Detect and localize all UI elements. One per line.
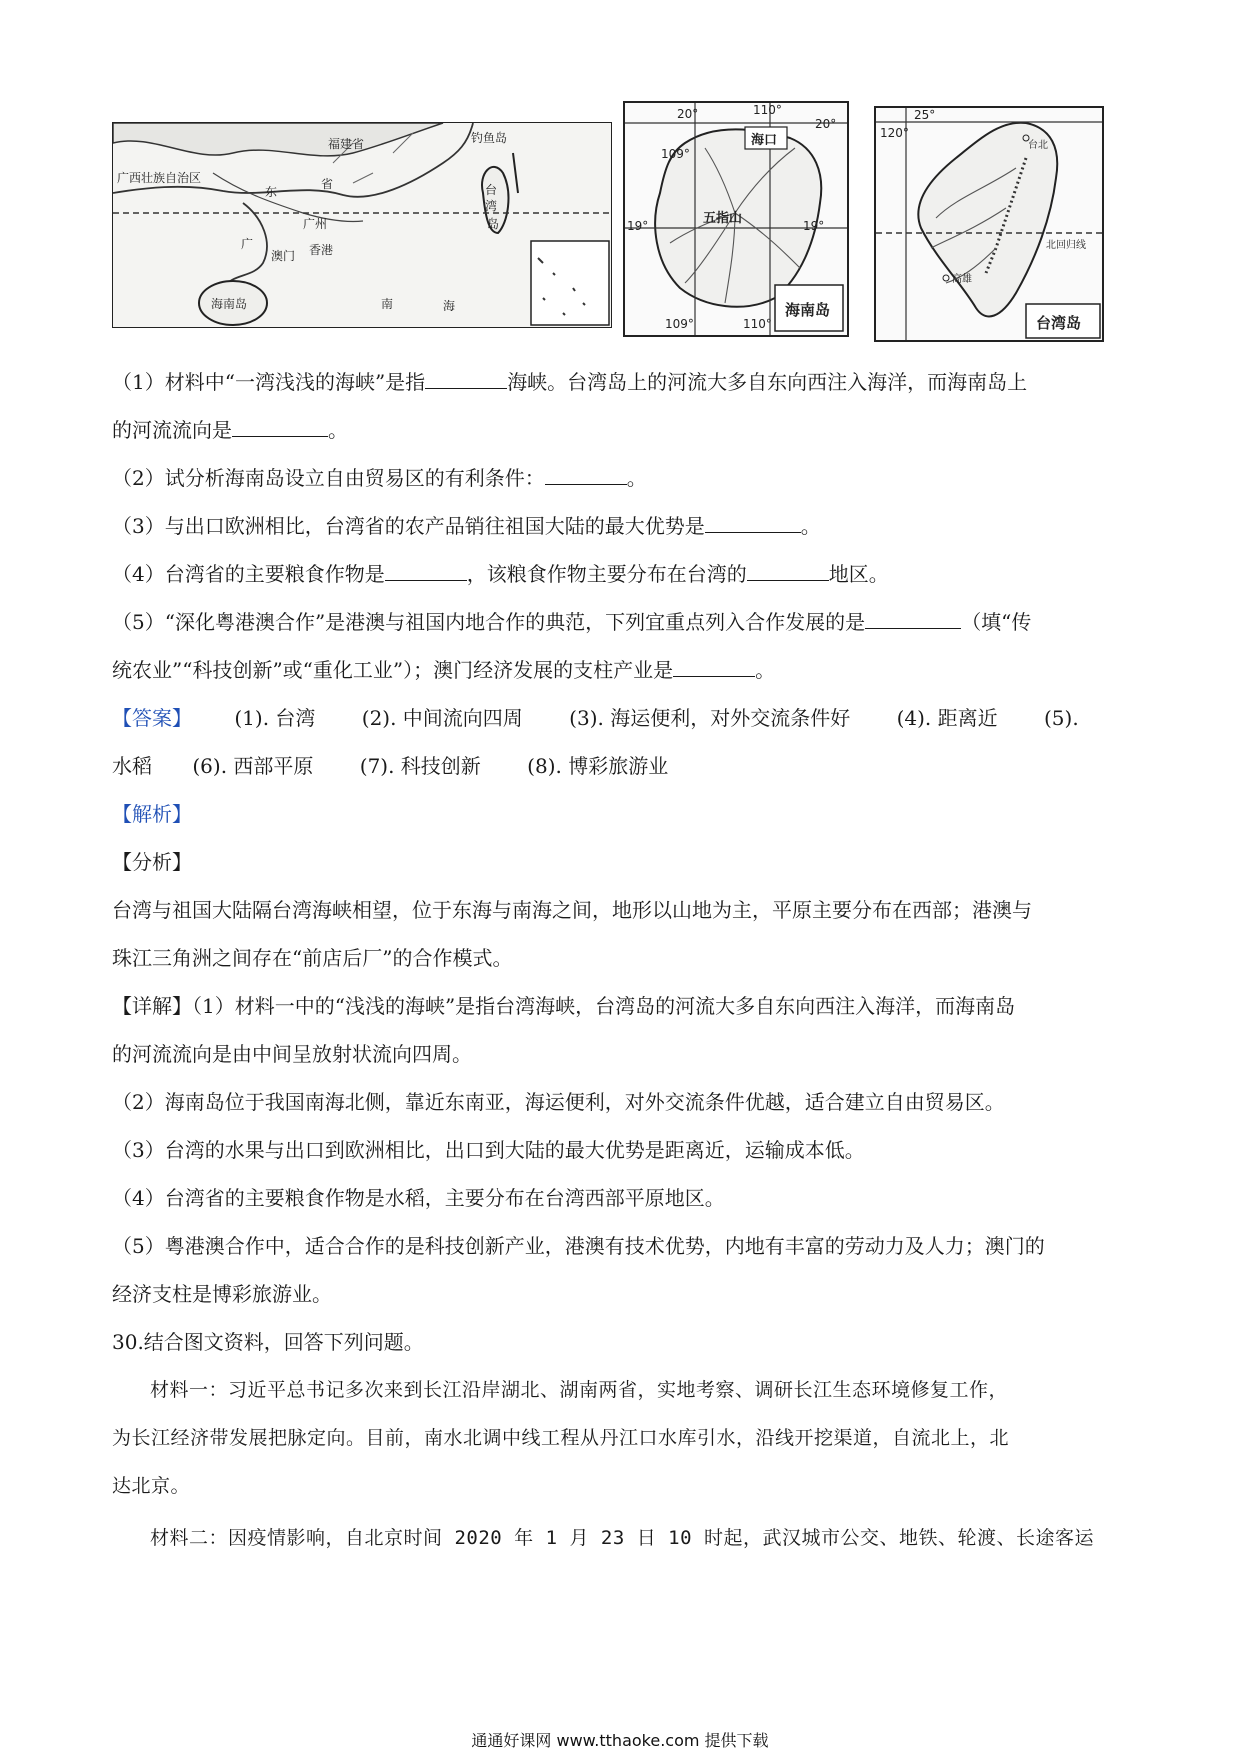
answer-item-8: (8). 博彩旅游业 (527, 754, 669, 778)
analysis-sub-tag: 【分析】 (112, 850, 192, 874)
answer-line-1 (112, 694, 1128, 742)
question-4-line (112, 550, 1128, 598)
q1-text-c: 的河流流向是 (112, 418, 232, 442)
q1-blank-1 (425, 364, 507, 389)
hainan-label-lon109b: 109° (665, 317, 694, 331)
q3-text-a: （3）与出口欧洲相比，台湾省的农产品销往祖国大陆的最大优势是 (112, 514, 705, 538)
answer-item-1: (1). 台湾 (234, 706, 316, 730)
question-3-line (112, 502, 1128, 550)
taiwan-map (874, 106, 1104, 342)
hainan-label-lat20b: 20° (815, 117, 837, 131)
analysis-sub-line (112, 838, 1128, 886)
detail-line-4: （3）台湾的水果与出口到欧洲相比，出口到大陆的最大优势是距离近，运输成本低。 (112, 1138, 865, 1162)
answer-item-7: (7). 科技创新 (359, 754, 481, 778)
q4-text-a: （4）台湾省的主要粮食作物是 (112, 562, 385, 586)
map-label-hai: 海 (443, 299, 456, 313)
q3-text-b: 。 (800, 514, 821, 538)
question-5-line-2 (112, 646, 1128, 694)
taiwan-label-lat25: 25° (914, 108, 936, 122)
question-1-line-2 (112, 406, 1128, 454)
q5-text-c: 统农业”“科技创新”或“重化工业”）；澳门经济发展的支柱产业是 (112, 658, 674, 682)
map-label-guang: 广 (241, 237, 254, 251)
detail-line-7: 经济支柱是博彩旅游业。 (112, 1282, 332, 1306)
map-label-guangzhou: 广州 (303, 217, 328, 231)
answer-line-2 (112, 742, 1128, 790)
q2-text-a: （2）试分析海南岛设立自由贸易区的有利条件： (112, 466, 545, 490)
taiwan-label-lon120: 120° (880, 126, 909, 140)
answer-item-2: (2). 中间流向四周 (361, 706, 523, 730)
q1-text-b: 海峡。台湾岛上的河流大多自东向西注入海洋，而海南岛上 (507, 370, 1028, 394)
q1-text-d: 。 (328, 418, 348, 442)
taiwan-map-title: 台湾岛 (1036, 314, 1082, 332)
question-2-line (112, 454, 1128, 502)
map-label-guangxi: 广西壮族自治区 (117, 171, 202, 185)
q4-text-c: 地区。 (828, 562, 889, 586)
detail-line-3: （2）海南岛位于我国南海北侧，靠近东南亚，海运便利，对外交流条件优越，适合建立自由贸易区。 (112, 1090, 1005, 1114)
question-1-line-1 (112, 358, 1128, 406)
material-1-line-3: 达北京。 (112, 1475, 191, 1497)
map-label-macau: 澳门 (271, 249, 296, 263)
hainan-map-title: 海南岛 (785, 301, 831, 319)
material-2-line-1: 材料二：因疫情影响，自北京时间 2020 年 1 月 23 日 10 时起，武汉城市公交、地铁、轮渡、长途客运 (150, 1527, 1094, 1549)
hainan-label-wuzhishan: 五指山 (703, 211, 743, 226)
answer-item-3: (3). 海运便利，对外交流条件好 (569, 706, 851, 730)
analysis-p2: 珠江三角洲之间存在“前店后厂”的合作模式。 (112, 946, 513, 970)
hainan-map (623, 101, 849, 337)
q4-blank-2 (747, 556, 829, 581)
map-label-hainan: 海南岛 (211, 297, 248, 311)
map-label-tai: 台 (485, 183, 498, 197)
q5-text-a: （5）“深化粤港澳合作”是港澳与祖国内地合作的典范，下列宜重点列入合作发展的是 (112, 610, 866, 634)
answer-item-6: (6). 西部平原 (192, 754, 314, 778)
q4-blank-1 (385, 556, 467, 581)
hainan-label-lon109: 109° (661, 147, 690, 161)
map-label-nan: 南 (381, 297, 394, 311)
q5-blank-1 (865, 604, 961, 629)
question-5-line-1 (112, 598, 1128, 646)
answer-item-5-value: 水稻 (112, 754, 152, 778)
material-1-line-2: 为长江经济带发展把脉定向。目前，南水北调中线工程从丹江口水库引水，沿线开挖渠道，自流北上，北 (112, 1427, 1010, 1449)
map-label-dao: 岛 (487, 217, 500, 231)
hainan-label-lat20a: 20° (677, 107, 699, 121)
hainan-label-haikou: 海口 (751, 133, 778, 148)
q5-text-b: （填“传 (961, 610, 1032, 634)
page-footer: 通通好课网 www.tthaoke.com 提供下载 (471, 1731, 769, 1750)
analysis-tag-line (112, 790, 1128, 838)
material-1-line-1: 材料一：习近平总书记多次来到长江沿岸湖北、湖南两省，实地考察、调研长江生态环境修复工作， (150, 1379, 1009, 1401)
taiwan-label-kaohsiung: 高雄 (952, 274, 972, 285)
q1-blank-2 (232, 412, 328, 437)
hainan-label-lat19b: 19° (803, 219, 825, 233)
answer-item-5: (5). (1043, 706, 1079, 730)
detail-line-5: （4）台湾省的主要粮食作物是水稻，主要分布在台湾西部平原地区。 (112, 1186, 725, 1210)
q5-text-d: 。 (755, 658, 776, 682)
q4-text-b: ，该粮食作物主要分布在台湾的 (466, 562, 747, 586)
document-body (112, 358, 1128, 1562)
map-label-sheng: 省 (321, 177, 334, 191)
map-label-diaoyu: 钓鱼岛 (471, 131, 508, 145)
region-map (112, 122, 612, 328)
analysis-tag: 【解析】 (112, 802, 192, 826)
hainan-label-lat19a: 19° (627, 219, 649, 233)
q1-text-a: （1）材料中“一湾浅浅的海峡”是指 (112, 370, 426, 394)
detail-line-1 (112, 982, 1128, 1030)
region-map-drawing (113, 123, 611, 327)
taiwan-label-tropic: 北回归线 (1046, 240, 1086, 251)
q2-text-b: 。 (626, 466, 647, 490)
map-label-fujian: 福建省 (328, 137, 365, 151)
hainan-label-lon110b: 110° (743, 317, 772, 331)
detail-tag: 【详解】 (112, 994, 192, 1018)
detail-line-2: 的河流流向是由中间呈放射状流向四周。 (112, 1042, 472, 1066)
taiwan-map-drawing (876, 108, 1102, 340)
map-label-wan: 湾 (485, 199, 498, 213)
detail-line-6: （5）粤港澳合作中，适合合作的是科技创新产业，港澳有技术优势，内地有丰富的劳动力及人力；澳门的 (112, 1234, 1045, 1258)
analysis-p1: 台湾与祖国大陆隔台湾海峡相望，位于东海与南海之间，地形以山地为主，平原主要分布在西部；港澳与 (112, 898, 1032, 922)
answer-item-4: (4). 距离近 (896, 706, 998, 730)
map-label-hongkong: 香港 (309, 243, 334, 257)
taiwan-label-taipei: 台北 (1028, 140, 1048, 151)
hainan-label-lon110: 110° (753, 103, 782, 117)
answer-tag: 【答案】 (112, 706, 192, 730)
q3-blank (705, 508, 801, 533)
map-label-dong: 东 (265, 185, 278, 199)
question-30-title: 30.结合图文资料，回答下列问题。 (112, 1330, 424, 1354)
q2-blank (545, 460, 627, 485)
q5-blank-2 (673, 652, 755, 677)
maps-figure (0, 96, 1240, 346)
detail-text-1: （1）材料一中的“浅浅的海峡”是指台湾海峡，台湾岛的河流大多自东向西注入海洋，而海南岛 (192, 994, 1016, 1018)
